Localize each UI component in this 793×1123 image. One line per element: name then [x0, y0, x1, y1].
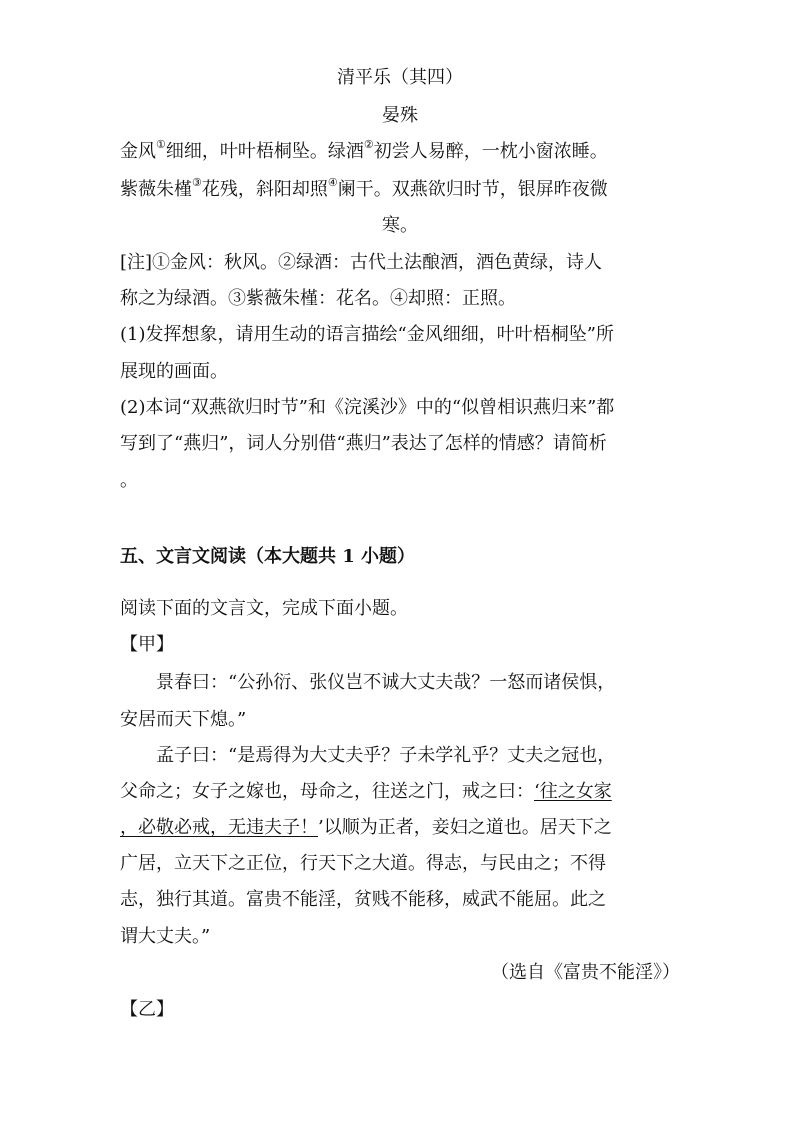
passage-line: 志，独行其道。富贵不能淫，贫贱不能移，威武不能屈。此之	[120, 889, 606, 910]
poem-text: 阑干。双燕欲归时节，银屏昨夜微	[337, 179, 608, 200]
passage-line	[120, 816, 680, 840]
note-ref-2: ②	[363, 138, 374, 151]
passage-label-jia: 【甲】	[120, 634, 174, 655]
passage-text: ’以顺为正者，妾妇之道也。居天下之	[318, 817, 612, 838]
passage-label-yi: 【乙】	[120, 999, 174, 1020]
passage-line: 广居，立天下之正位，行天下之大道。得志，与民由之；不得	[120, 853, 606, 874]
poem-text: 细细，叶叶梧桐坠。绿酒	[165, 141, 364, 162]
poem-text: 初尝人易醉，一枕小窗浓睡。	[373, 141, 608, 162]
question-2-cont: 。	[120, 470, 138, 491]
poem-author: 晏殊	[382, 105, 418, 126]
passage-line: 景春曰：“公孙衍、张仪岂不诚大丈夫哉？一怒而诸侯惧，	[156, 672, 616, 693]
poem-title: 清平乐（其四）	[337, 67, 463, 88]
poem-text: 花残，斜阳却照	[201, 179, 328, 200]
passage-line: 安居而天下熄。”	[120, 709, 247, 730]
notes-line: [注]①金风：秋风。②绿酒：古代土法酿酒，酒色黄绿，诗人	[120, 252, 603, 273]
source-citation: （选自《富贵不能淫》）	[491, 962, 680, 983]
passage-line: 孟子曰：“是焉得为大丈夫乎？子未学礼乎？丈夫之冠也，	[156, 745, 616, 766]
question-2: (2)本词“双燕欲归时节”和《浣溪沙》中的“似曾相识燕归来”都	[120, 397, 615, 418]
instruction: 阅读下面的文言文，完成下面小题。	[120, 598, 408, 619]
poem-text: 金风	[120, 141, 156, 162]
section-heading: 五、文言文阅读（本大题共 1 小题）	[120, 546, 416, 567]
note-ref-4: ④	[327, 176, 338, 189]
note-ref-1: ①	[156, 138, 166, 151]
passage-text: 父命之；女子之嫁也，母命之，往送之门，戒之曰：	[120, 781, 534, 802]
passage-line: 谓大丈夫。”	[120, 926, 211, 947]
poem-line-2	[120, 178, 680, 202]
poem-text: 紫薇朱槿	[120, 179, 192, 200]
underlined-quote: ，必敬必戒，无违夫子！	[120, 817, 318, 838]
question-2-cont: 写到了“燕归”，词人分别借“燕归”表达了怎样的情感？请简析	[120, 433, 607, 454]
poem-line-1	[120, 140, 680, 164]
notes-line: 称之为绿酒。③紫薇朱槿：花名。④却照：正照。	[120, 288, 516, 309]
question-1-cont: 展现的画面。	[120, 361, 228, 382]
passage-line	[120, 780, 680, 804]
poem-line-3: 寒。	[382, 215, 418, 236]
question-1: (1)发挥想象，请用生动的语言描绘“金风细细，叶叶梧桐坠”所	[120, 324, 614, 345]
note-ref-3: ③	[192, 176, 202, 189]
underlined-quote: ‘往之女家	[534, 781, 612, 802]
